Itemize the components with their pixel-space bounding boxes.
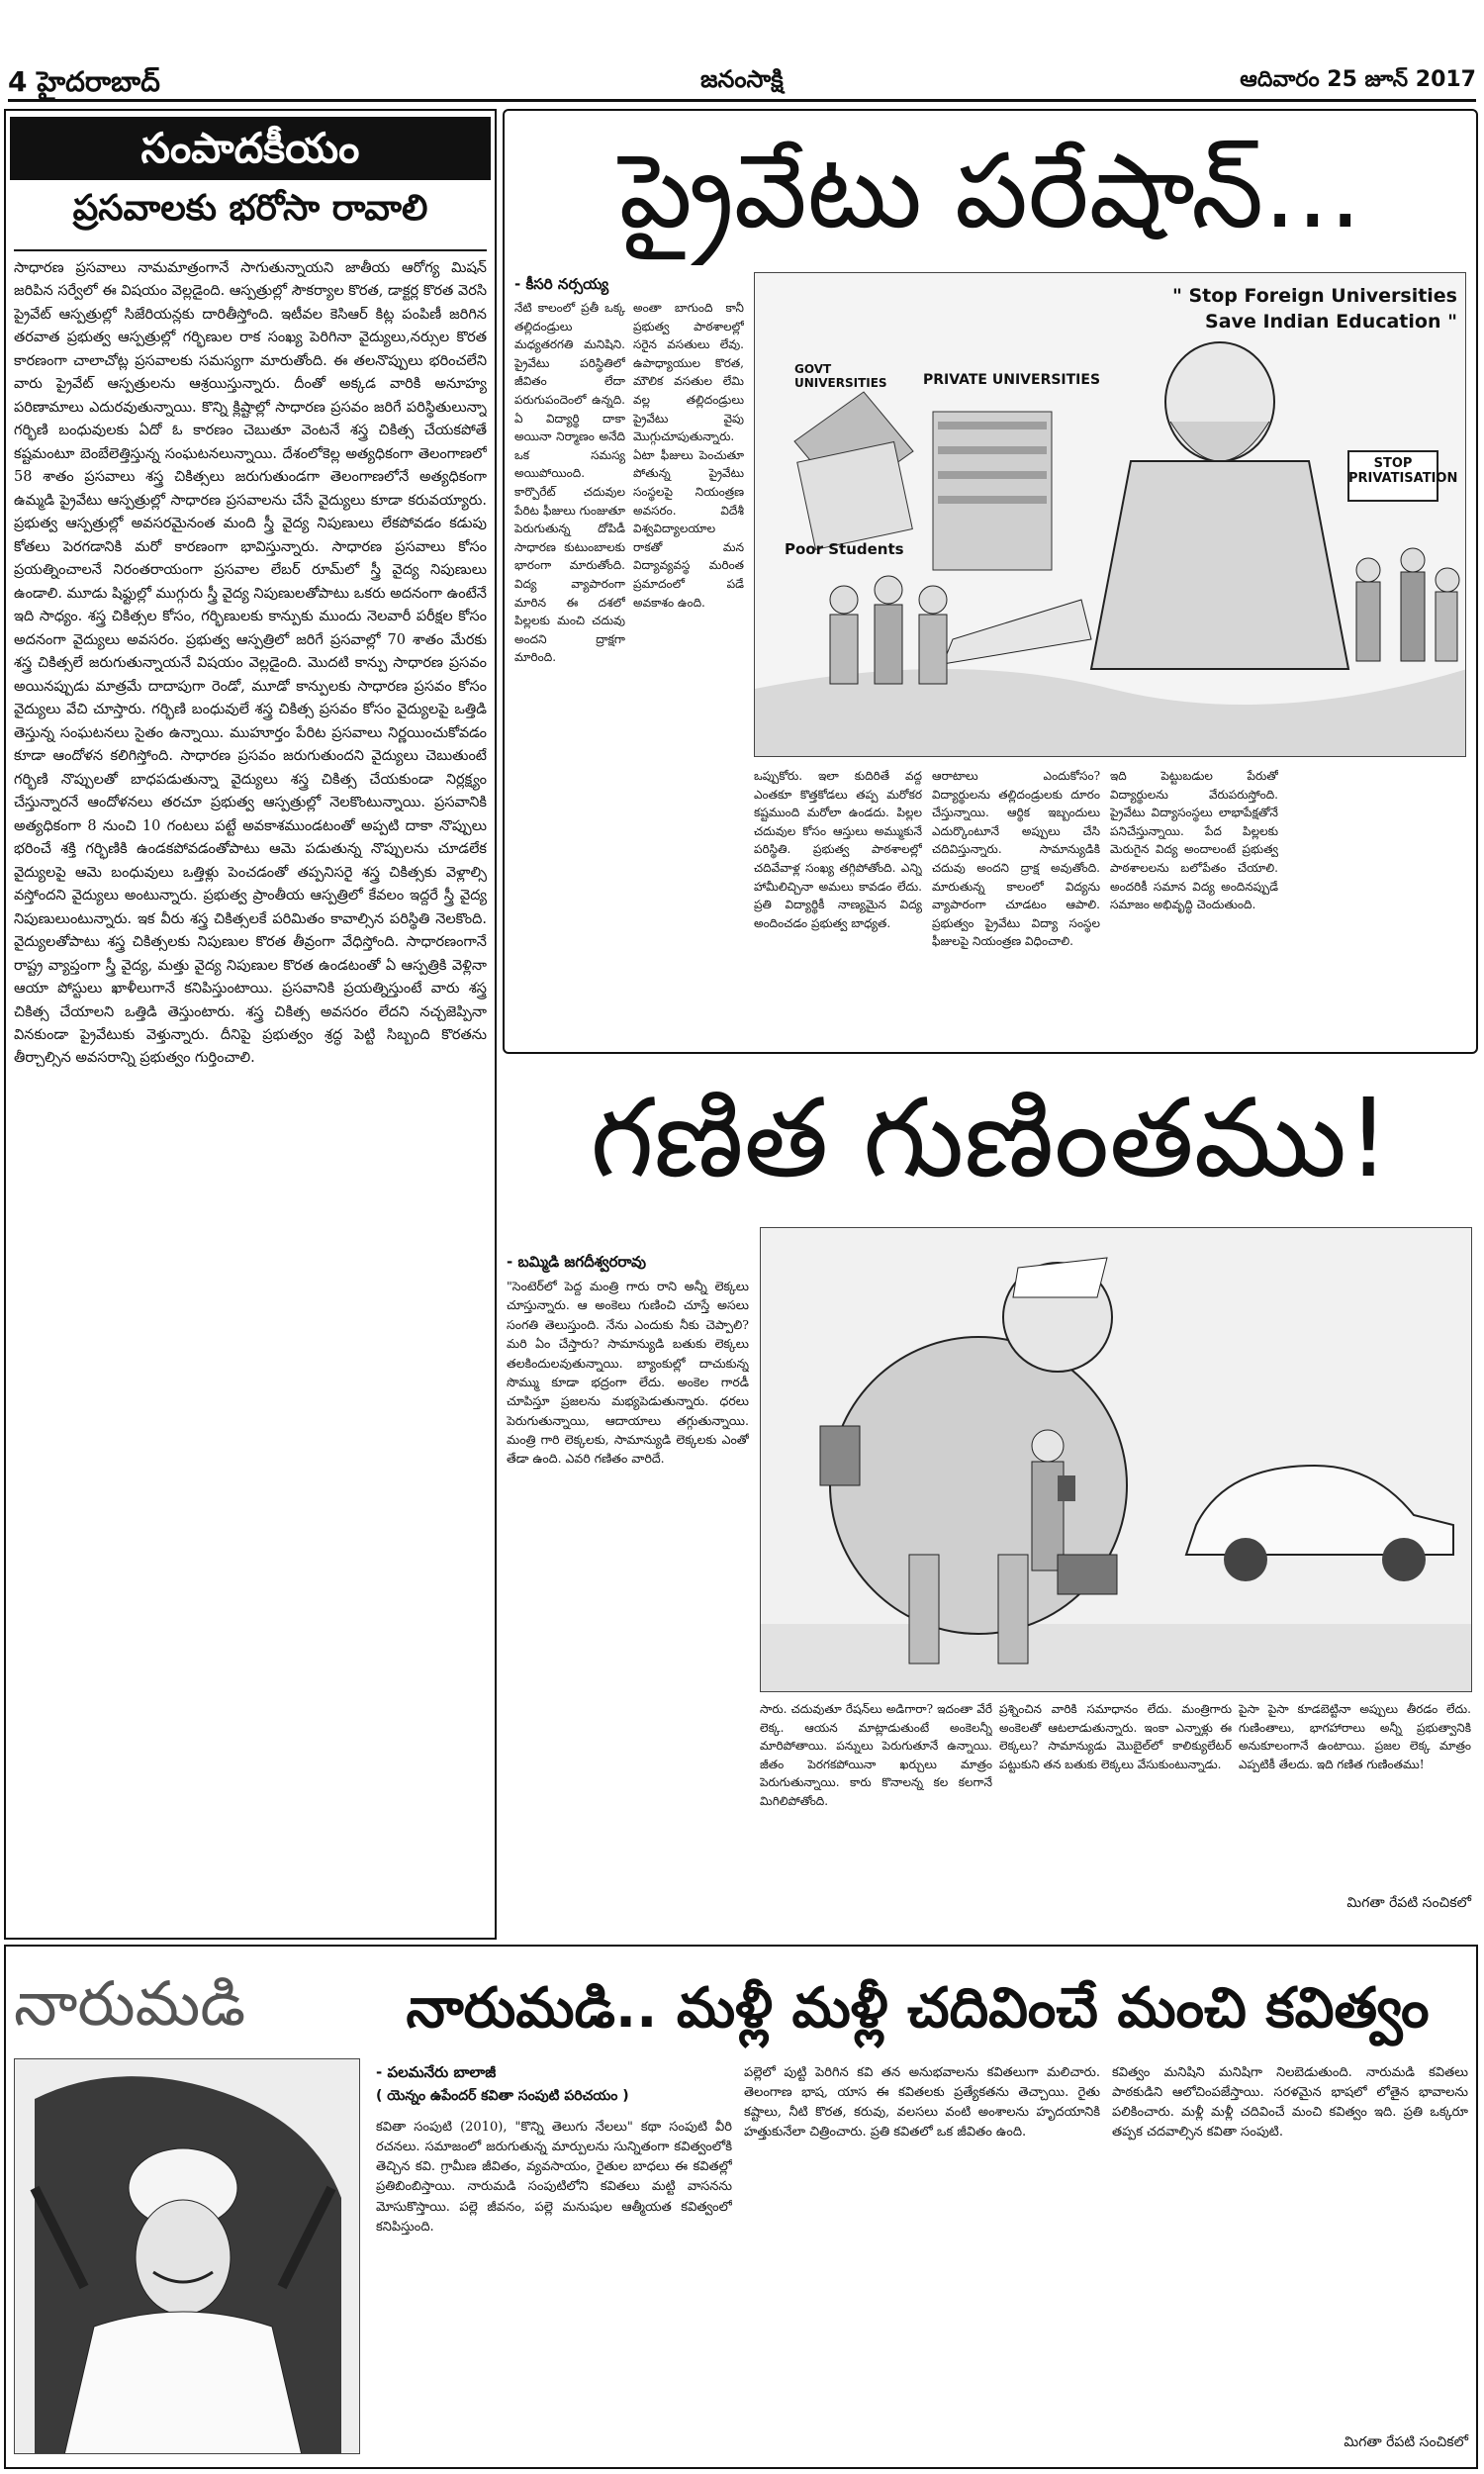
cartoon-quote-line2: Save Indian Education " — [1205, 311, 1457, 333]
article3-subhead: ( యెన్నం ఉపేందర్ కవితా సంపుటి పరిచయం ) — [376, 2088, 629, 2104]
farmer-sketch — [14, 2058, 360, 2454]
article3-signature: మిగతా రేపటి సంచికలో — [1344, 2434, 1468, 2450]
article1-col5b — [1288, 767, 1466, 1044]
article1-col2: అంతా బాగుంది కానీ ప్రభుత్వ పాఠశాలల్లో సరైన వసతులు లేవు. ఉపాధ్యాయుల కొరత, మౌలిక వసతుల లేమి వల్ల తల్లిదండ్రులు ప్రైవేటు వైపు మొగ్గుచూపుతున్నారు. ఏటా ఫీజులు పెంచుతూ పోతున్న ప్రైవేటు సంస్థలపై నియంత్రణ అవసరం. విదేశీ విశ్వవిద్యాలయాల రాకతో మన విద్యావ్యవస్థ మరింత ప్రమాదంలో పడే అవకాశం ఉంది. — [633, 301, 744, 610]
article3-col1: కవితా సంపుటి (2010), "కొన్ని తెలుగు నేలలు" కథా సంపుటి వీరి రచనలు. సమాజంలో జరుగుతున్న మార్పులను సున్నితంగా కవిత్వంలోకి తెచ్చిన కవి. గ్రామీణ జీవితం, వ్యవసాయం, రైతుల బాధలు ఈ కవితల్లో ప్రతిబింబిస్తాయి. నారుమడి సంపుటిలోని కవితలు మట్టి వాసనను మోసుకొస్తాయి. పల్లె జీవనం, పల్లె మనుషుల ఆత్మీయత కవిత్వంలో కనిపిస్తుంది. — [376, 2120, 732, 2235]
paper-name: జనంసాక్షి — [700, 65, 784, 93]
article2-headline: గణిత గుణింతము! — [590, 1075, 1391, 1201]
article2-signature: మిగతా రేపటి సంచికలో — [1346, 1895, 1471, 1911]
editorial-section-label: సంపాదకీయం — [10, 117, 491, 180]
article2-col3: ప్రశ్నించిన వారికి సమాధానం లేదు. మంత్రిగారు అంకెలతో ఆటలాడుతున్నారు. ఇంకా ఎన్నాళ్లు ఈ లెక్కలు? సామాన్యుడు మొబైల్‌లో కాలిక్యులేటర్ పట్టుకుని తన బతుకు లెక్కలు వేసుకుంటున్నాడు. — [999, 1702, 1232, 1771]
privatisation-cartoon-art — [755, 273, 1466, 757]
article1-col3: ఒప్పుకోరు. ఇలా కుదిరితే వద్ద ఎంతకూ కొత్తకోడలు తప్ప మరోకర కష్టముంది మరోలా ఉండదు. పిల్లల చదువుల కోసం ఆస్తులు అమ్ముకునే పరిస్థితి. ప్రభుత్వ పాఠశాలల్లో చదివేవాళ్ల సంఖ్య తగ్గిపోతోంది. ఎన్ని హామీలిచ్చినా అమలు కావడం లేదు. ప్రతి విద్యార్థికీ నాణ్యమైన విద్య అందించడం ప్రభుత్వ బాధ్యత. — [754, 769, 922, 930]
editorial-headline: ప్రసవాలకు భరోసా రావాలి — [72, 188, 428, 229]
editorial-divider — [14, 249, 487, 251]
cartoon-label-govt: GOVT UNIVERSITIES — [794, 362, 887, 390]
article2-col2: సారు. చదువుతూ రేషన్‌లు అడిగారా? ఇదంతా వేరే లెక్క. ఆయన మాట్లాడుతుంటే అంకెలన్నీ మారిపోతాయి. పన్నులు పెరుగుతూనే ఉన్నాయి. జీతం పెరగకపోయినా ఖర్చులు మాత్రం పెరుగుతున్నాయి. కారు కొనాలన్న కల కలగానే మిగిలిపోతోంది. — [760, 1702, 992, 1808]
cartoon-label-stop: STOP PRIVATISATION — [1348, 456, 1458, 486]
maths-cartoon — [760, 1227, 1472, 1692]
editorial-body: సాధారణ ప్రసవాలు నామమాత్రంగానే సాగుతున్నాయని జాతీయ ఆరోగ్య మిషన్ జరిపిన సర్వేలో ఈ విషయం వెల్లడైంది. ఆస్పత్రుల్లో సౌకర్యాల కొరత, డాక్టర్ల కొరత వెరసి ప్రైవేట్ ఆస్పత్రుల్లో సిజేరియన్లకు దారితీస్తోంది. ఇటీవల కెసిఆర్ కిట్ల పంపిణీ జరిగిన తరవాత ప్రభుత్వ ఆస్పత్రుల్లో గర్భిణుల రాక సంఖ్య పెరిగినా వైద్యులు,నర్సుల కొరత కారణంగా చాలాచోట్ల ప్రసవాలకు సమస్యగా మారుతోంది. ఈ తలనొప్పులు భరించలేని వారు ప్రైవేట్ ఆస్పత్రులను ఆశ్రయిస్తున్నారు. దీంతో అక్కడ వారికి అనూహ్య పరిణామాలు ఎదురవుతున్నాయి. కొన్ని క్లిష్టాల్లో సాధారణ ప్రసవం జరిగే పరిస్థితులున్నా గర్భిణి బంధువులకు ఏదో ఓ కారణం చెబుతూ వెంటనే శస్త్ర చికిత్స చేయకపోతే కష్టమంటూ బెంబేలెత్తిస్తున్న సంఘటనలున్నాయి. దేశంలోకెల్ల అత్యధికంగా తెలంగాణలో 58 శాతం ప్రసవాలు శస్త్ర చికిత్సలు జరుగుతుండగా తెలంగాణలోనే అత్యధికంగా ఉమ్మడి ప్రైవేటు ఆస్పత్రుల్లో సాధారణ ప్రసవాలను చేసే వైద్యులు కూడా కరువయ్యారు. ప్రభుత్వ ఆస్పత్రుల్లో అవసరమైనంత మంది స్త్రీ వైద్య నిపుణులు లేకపోవడం కడుపు కోతలు పెరగడానికి మరో కారణంగా భావిస్తున్నారు. సాధారణ ప్రసవాలు కోసం ప్రయత్నించాలనే నిరంతరాయంగా ప్రసవాల లేబర్ రూమ్‌లో స్త్రీ వైద్య నిపుణులు ఉండాలి. మూడు షిఫ్టుల్లో ముగ్గురు స్త్రీ వైద్య నిపుణులతోపాటు ఒకరు అదనంగా ఉంటేనే ఇది సాధ్యం. శస్త్ర చికిత్సల కోసం, గర్భిణులకు కాన్పుకు ముందు నెలవారీ పరీక్షల కోసం అదనంగా వైద్యులు అవసరం. ప్రభుత్వ ఆస్పత్రిలో జరిగే ప్రసవాల్లో 70 శాతం మేరకు శస్త్ర చికిత్సలే జరుగుతున్నాయనే విషయం వెల్లడైంది. మొదటి కాన్పు సాధారణ ప్రసవం అయినప్పుడు మాత్రమే దాదాపుగా రెండో, మూడో కాన్పులకు సాధారణ ప్రసవం కోసం వైద్యులు వేచి చూస్తారు. గర్భిణి బంధువులే శస్త్ర చికిత్స ప్రసవం కోసం వైద్యులపై ఒత్తిడి తెస్తున్న సంఘటనలు సైతం ఉన్నాయి. ముహూర్తం పేరిట ప్రసవాలు నిర్ణయించుకోవడం కూడా ఆందోళన కలిగిస్తోంది. సాధారణ ప్రసవం జరుగుతుందని వైద్యులు చెబుతుంటే గర్భిణి నొప్పులతో బాధపడుతున్నా వైద్యులు శస్త్ర చికిత్స చేయకుండా నిర్లక్ష్యం చేస్తున్నారనే ఆందోళనలు తరచూ ప్రభుత్వ ఆస్పత్రుల్లో నెలకొంటున్నాయి. ప్రసవానికి అత్యధికంగా 8 నుంచి 10 గంటలు పట్టే అవకాశముండటంతో అప్పటి దాకా నొప్పులు భరించే శక్తి గర్భిణికి ఉండకపోవడంతోపాటు ఆమె పడుతున్న నొప్పులను చూడలేక వైద్యులపై ఆమె బంధువులు ఒత్తిళ్లు పెంచడంతో తప్పనిసరై శస్త్ర చికిత్సకు వెళ్లాల్సి వస్తోందని వైద్యులు అంటున్నారు. ప్రభుత్వ ప్రాంతీయ ఆస్పత్రిలో కేవలం ఇద్దరే స్త్రీ వైద్య నిపుణులుంటున్నారు. ఇక వీరు శస్త్ర చికిత్సలకే పరిమితం కావాల్సిన పరిస్థితి నెలకొంది. వైద్యులతోపాటు శస్త్ర చికిత్సలకు నిపుణుల కొరత తీవ్రంగా వేధిస్తోంది. సాధారణంగానే రాష్ట్ర వ్యాప్తంగా స్త్రీ వైద్య, మత్తు వైద్య నిపుణుల కొరత ఉండటంతో ఏ ఆస్పత్రికి వెళ్లినా ఆయా పోస్టులు ఖాళీలుగానే కనిపిస్తుంటాయి. ప్రసవానికి ప్రయత్నిస్తుంటే వారు శస్త్ర చికిత్స చేయాలని ఒత్తిడి తెస్తుంటారు. శస్త్ర చికిత్స అవసరం లేదని నచ్చజెప్పినా వినకుండా ప్రైవేటుకు వెళ్తున్నారు. దీనిపై ప్రభుత్వం శ్రద్ధ పెట్టి సిబ్బంది కొరతను తీర్చాల్సిన అవసరాన్ని ప్రభుత్వం గుర్తించాలి. — [14, 260, 487, 1067]
publication-date: ఆదివారం 25 జూన్ 2017 — [1240, 67, 1476, 92]
article3-headline: నారుమడి.. మళ్లీ మళ్లీ చదివించే మంచి కవిత్వం — [406, 1976, 1430, 2041]
privatisation-cartoon — [754, 272, 1466, 757]
masthead — [8, 61, 1476, 111]
article3-column-label: నారుమడి — [14, 1967, 246, 2040]
article1-headline: ప్రైవేటు పరేషాన్... — [618, 131, 1362, 251]
article2-col1: "సెంటెర్‌లో పెద్ద మంత్రి గారు రాని అన్నీ లెక్కలు చూస్తున్నారు. ఆ అంకెలు గుణించి చూస్తే అసలు సంగతి తెలుస్తుంది. నేను ఎందుకు నీకు చెప్పాలి? మరి ఏం చేస్తారు? సామాన్యుడి బతుకు లెక్కలు తలకిందులవుతున్నాయి. బ్యాంకుల్లో దాచుకున్న సొమ్ము కూడా భద్రంగా లేదు. అంకెల గారడీ చూపిస్తూ ప్రజలను మభ్యపెడుతున్నారు. ధరలు పెరుగుతున్నాయి, ఆదాయాలు తగ్గుతున్నాయి. మంత్రి గారి లెక్కలకు, సామాన్యుడి లెక్కలకు ఎంతో తేడా ఉంది. ఎవరి గణితం వారిదే. — [507, 1279, 749, 1467]
article1-col1: నేటి కాలంలో ప్రతీ ఒక్క తల్లిదండ్రులు మధ్యతరగతి మనిషిని. ప్రైవేటు పరిస్థితిలో జీవితం లేదా పరుగుపందెంలో ఉన్నది. ఏ విద్యార్థి దాకా అయినా నిర్మాణం అనేది ఒక సమస్య అయిపోయింది. కార్పొరేట్ చదువుల పేరిట ఫీజులు గుంజుతూ పెరుగుతున్న దోపిడీ సాధారణ కుటుంబాలకు భారంగా మారుతోంది. విద్య వ్యాపారంగా మారిన ఈ దశలో పిల్లలకు మంచి చదువు అందని ద్రాక్షగా మారింది. — [514, 301, 625, 665]
article2-col4: పైసా పైసా కూడబెట్టినా అప్పులు తీరడం లేదు. గుణింతాలు, భాగహారాలు అన్నీ ప్రభుత్వానికి అనుకూలంగానే ఉంటాయి. ప్రజల లెక్క మాత్రం ఎప్పటికీ తేలదు. ఇది గణిత గుణింతము! — [1239, 1702, 1471, 1771]
cartoon-label-private: PRIVATE UNIVERSITIES — [923, 372, 1101, 388]
farmer-sketch-art — [15, 2059, 360, 2454]
page-label: 4 హైదరాబాద్ — [8, 65, 160, 98]
article1-col5: ఇది పెట్టుబడుల పేరుతో విద్యార్థులను వేరుపరుస్తోంది. ప్రైవేటు విద్యాసంస్థలు లాభాపేక్షతోనే పనిచేస్తున్నాయి. పేద పిల్లలకు మెరుగైన విద్య అందాలంటే ప్రభుత్వ పాఠశాలలను బలోపేతం చేయాలి. అందరికీ సమాన విద్య అందినప్పుడే సమాజం అభివృద్ధి చెందుతుంది. — [1110, 769, 1278, 912]
article3-col2: పల్లెలో పుట్టి పెరిగిన కవి తన అనుభవాలను కవితలుగా మలిచారు. తెలంగాణ భాష, యాస ఈ కవితలకు ప్రత్యేకతను తెచ్చాయి. రైతు కష్టాలు, నీటి కొరత, కరువు, వలసలు వంటి అంశాలను హృదయానికి హత్తుకునేలా చిత్రించారు. ప్రతి కవితలో ఒక జీవితం ఉంది. — [744, 2065, 1100, 2141]
article3-byline: - పలమనేరు బాలాజీ — [376, 2063, 497, 2081]
article3-col3: కవిత్వం మనిషిని మనిషిగా నిలబెడుతుంది. నారుమడి కవితలు పాఠకుడిని ఆలోచింపజేస్తాయి. సరళమైన భాషలో లోతైన భావాలను పలికించారు. మళ్లీ మళ్లీ చదివించే మంచి కవిత్వం ఇది. ప్రతి ఒక్కరూ తప్పక చదవాల్సిన కవితా సంపుటి. — [1112, 2065, 1468, 2141]
article2-byline: - బమ్మిడి జగదీశ్వరరావు — [507, 1253, 646, 1271]
article1-col4: ఆరాటాలు ఎందుకోసం? విద్యార్థులను తల్లిదండ్రులకు దూరం చేస్తున్నాయి. ఆర్థిక ఇబ్బందులు ఎదుర్కొంటూనే అప్పులు చేసి చదివిస్తున్నారు. సామాన్యుడికి చదువు అందని ద్రాక్ష అవుతోంది. మారుతున్న కాలంలో విద్యను వ్యాపారంగా చూడటం ఆపాలి. ప్రభుత్వం ప్రైవేటు విద్యా సంస్థల ఫీజులపై నియంత్రణ విధించాలి. — [932, 769, 1100, 949]
cartoon-label-students: Poor Students — [785, 540, 904, 558]
article1-byline: - కీసరి నర్సయ్య — [514, 275, 609, 293]
cartoon-quote-line1: " Stop Foreign Universities — [1171, 285, 1457, 307]
maths-cartoon-art — [761, 1228, 1472, 1692]
masthead-rule — [8, 99, 1476, 102]
